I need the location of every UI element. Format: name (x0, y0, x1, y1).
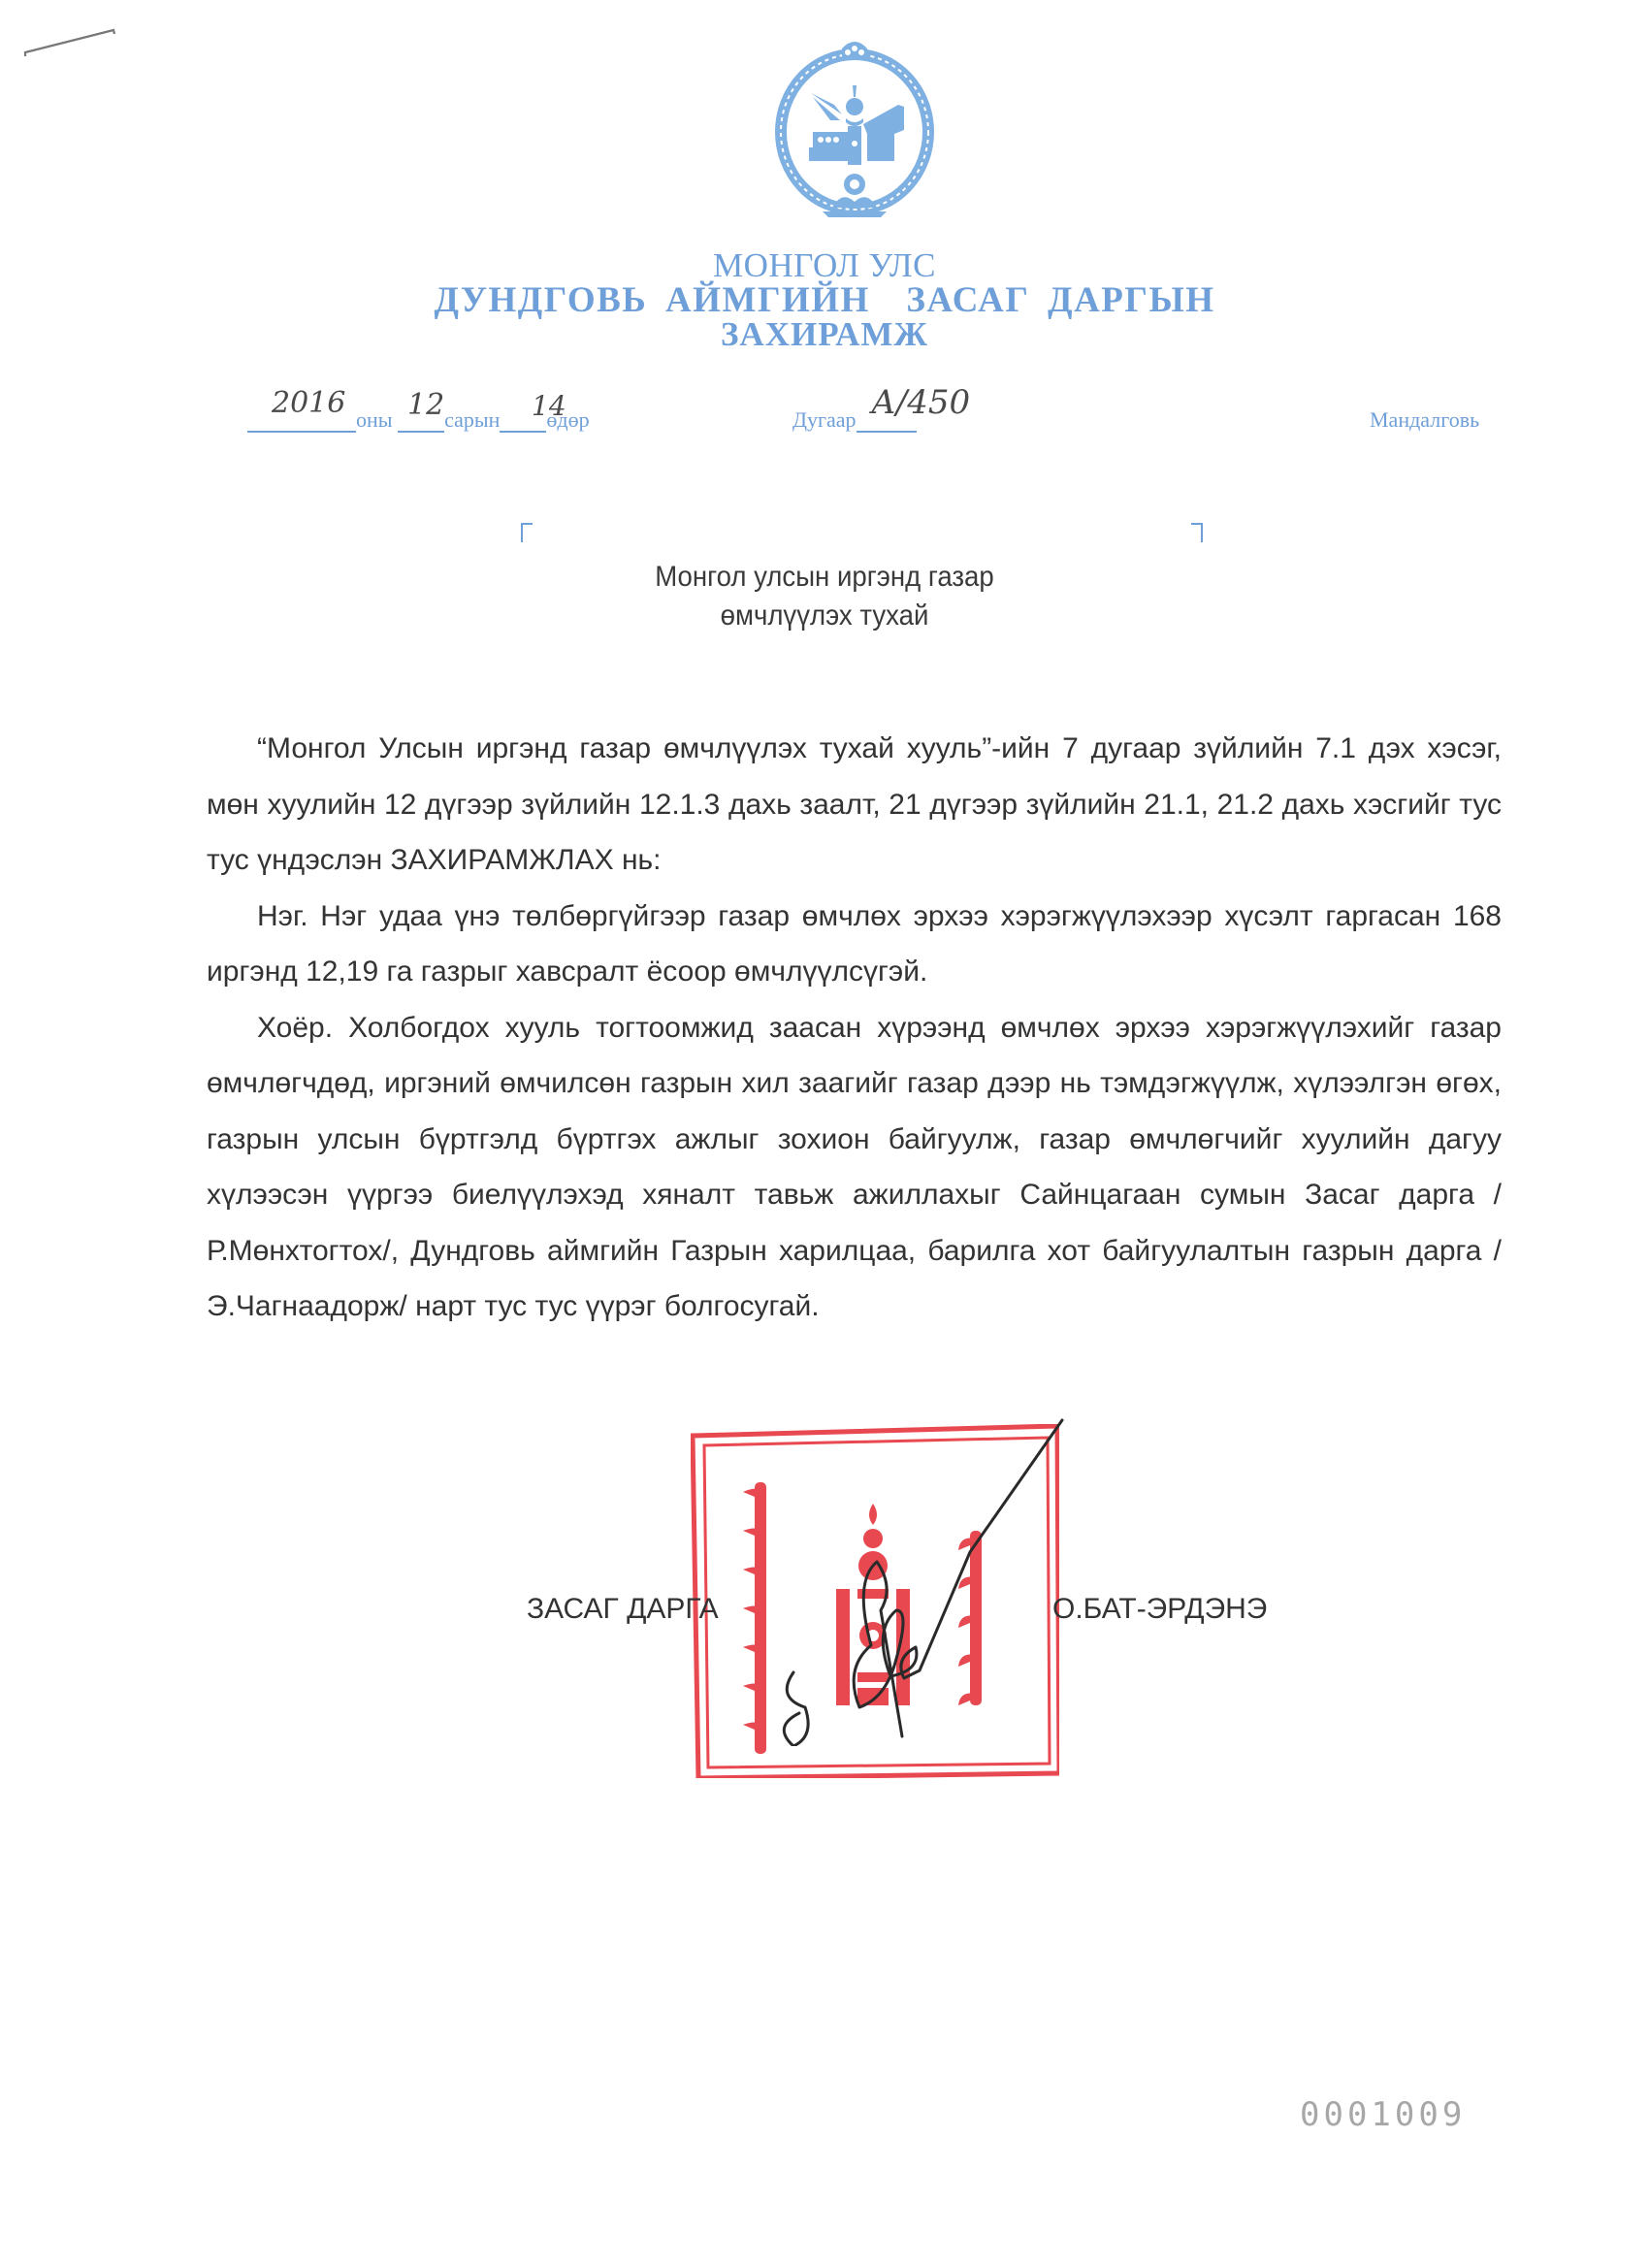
letterhead-country: МОНГОЛ УЛС (713, 246, 936, 284)
handwritten-month: 12 (407, 388, 445, 422)
handwritten-day: 14 (532, 390, 566, 422)
number-label: Дугаар (792, 407, 857, 432)
subject-line-2: өмчлүүлэх тухай (720, 599, 929, 632)
letterhead-document-type: ЗАХИРАМЖ (720, 315, 929, 353)
handwritten-year: 2016 (272, 386, 346, 420)
body-paragraph-1: “Монгол Улсын иргэнд газар өмчлүүлэх тухай хууль”-ийн 7 дугаар зүйлийн 7.1 дэх хэсэг, мөн хуулийн 12 дүгээр зүйлийн 12.1.3 дахь заалт, 21 дүгээр зүйлийн 21.1, 21.2 дахь хэсгийг тус тус үндэслэн ЗАХИРАМЖЛАХ нь: (207, 732, 1502, 876)
subject-bracket-right (1191, 523, 1203, 542)
body-paragraph-2: Нэг. Нэг удаа үнэ төлбөргүйгээр газар өмчлөх эрхээ хэрэгжүүлэхээр хүсэлт гаргасан 168 иргэнд 12,19 га газрыг хавсралт ёсоор өмчлүүлсүгэй. (207, 899, 1502, 988)
signatory-name: О.БАТ-ЭРДЭНЭ (1052, 1593, 1268, 1625)
letterhead-organization: ДУНДГОВЬ АЙМГИЙН ЗАСАГ ДАРГЫН (434, 280, 1215, 320)
subject-line-1: Монгол улсын иргэнд газар (655, 561, 994, 593)
place-label: Мандалговь (1370, 407, 1480, 432)
serial-number: 0001009 (1300, 2095, 1467, 2134)
day-label: өдөр (546, 407, 590, 432)
handwritten-number: А/450 (871, 383, 971, 422)
state-emblem-icon (774, 37, 935, 217)
corner-pen-mark (21, 27, 118, 66)
handwritten-signature-icon (679, 1416, 1086, 1746)
body-paragraph-3: Хоёр. Холбогдох хууль тогтоомжид заасан хүрээнд өмчлөх эрхээ хэрэгжүүлэхийг газар өмчлөгчдөд, иргэний өмчилсөн газрын хил заагийг газар дээр нь тэмдэгжүүлж, хүлээлгэн өгөх, газрын улсын бүртгэлд бүртгэх ажлыг зохион байгуулж, газар өмчлөгчийг хуулийн дагуу хүлээсэн үүргээ биелүүлэхэд хяналт тавьж ажиллахыг Сайнцагаан сумын Засаг дарга /Р.Мөнхтогтох/, Дундговь аймгийн Газрын харилцаа, барилга хот байгуулалтын газрын дарга /Э.Чагнаадорж/ нарт тус тус үүрэг болгосугай. (207, 1011, 1502, 1322)
year-label: оны (356, 407, 393, 432)
subject-bracket-left (521, 523, 533, 542)
subject-title (66, 558, 1583, 635)
signatory-title: ЗАСАГ ДАРГА (527, 1593, 719, 1625)
decree-body (207, 721, 1502, 1335)
month-label: сарын (444, 407, 501, 432)
